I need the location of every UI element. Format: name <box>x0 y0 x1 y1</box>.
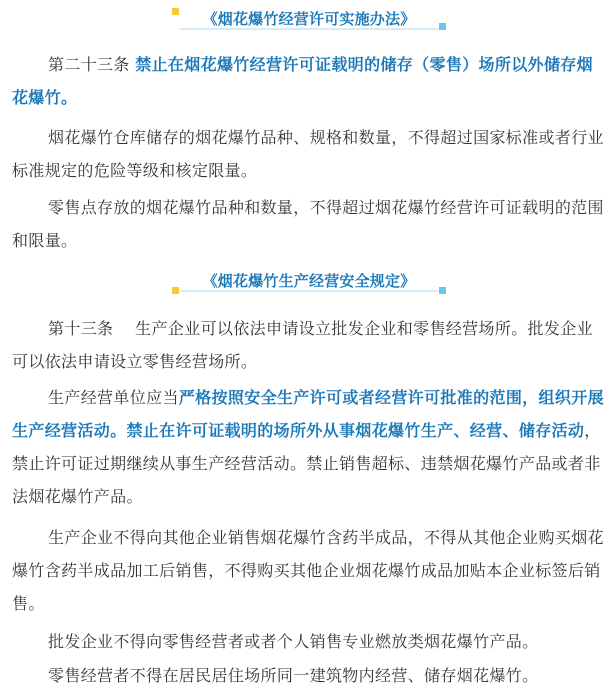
article-paragraph: 零售点存放的烟花爆竹品种和数量，不得超过烟花爆竹经营许可证载明的范围和限量。 <box>12 198 604 250</box>
highlighted-text: 禁止在烟花爆竹经营许可证载明的储存（零售）场所以外储存烟花爆竹。 <box>12 55 593 107</box>
article-paragraph: 生产经营单位应当严格按照安全生产许可或者经营许可批准的范围，组织开展生产经营活动。禁止在许可证载明的场所外从事烟花爆竹生产、经营、储存活动，禁止许可证过期继续从事生产经营活动。禁止销售超标、违禁烟花爆竹产品或者非法烟花爆竹产品。 <box>12 388 604 506</box>
article-paragraph: 生产企业不得向其他企业销售烟花爆竹含药半成品，不得从其他企业购买烟花爆竹含药半成品加工后销售，不得购买其他企业烟花爆竹成品加贴本企业标签后销售。 <box>12 528 604 613</box>
section-title-bar <box>0 266 614 296</box>
article-paragraph: 第十三条 生产企业可以依法申请设立批发企业和零售经营场所。批发企业可以依法申请设立零售经营场所。 <box>12 319 593 371</box>
article-paragraph: 零售经营者不得在居民居住场所同一建筑物内经营、储存烟花爆竹。 <box>48 666 539 685</box>
blue-square-icon <box>439 23 446 30</box>
yellow-square-icon <box>172 287 179 294</box>
section-title: 《烟花爆竹经营许可实施办法》 <box>180 8 438 30</box>
section-title-bar <box>0 4 614 34</box>
article-paragraph: 第二十三条 禁止在烟花爆竹经营许可证载明的储存（零售）场所以外储存烟花爆竹。 <box>12 55 593 107</box>
article-paragraph: 烟花爆竹仓库储存的烟花爆竹品种、规格和数量，不得超过国家标准或者行业标准规定的危险等级和核定限量。 <box>12 128 604 180</box>
section-title: 《烟花爆竹生产经营安全规定》 <box>180 270 438 292</box>
blue-square-icon <box>439 287 446 294</box>
article-paragraph: 批发企业不得向零售经营者或者个人销售专业燃放类烟花爆竹产品。 <box>48 632 539 651</box>
yellow-square-icon <box>172 8 179 15</box>
highlighted-text: 严格按照安全生产许可或者经营许可批准的范围，组织开展生产经营活动。禁止在许可证载明的场所外从事烟花爆竹生产、经营、储存活动 <box>12 388 604 440</box>
